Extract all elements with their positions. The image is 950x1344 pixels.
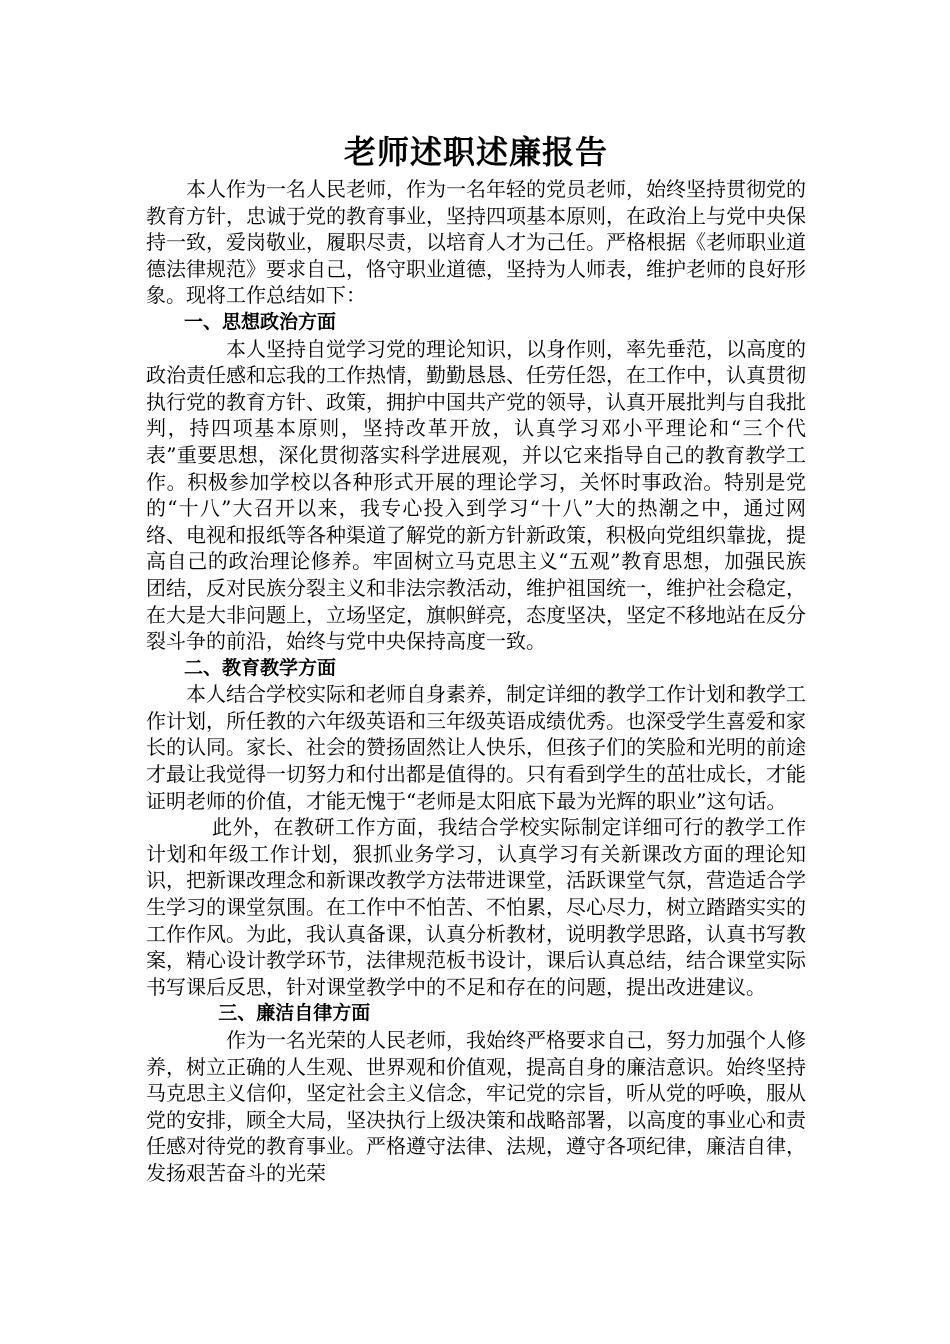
section-3-heading: 三、廉洁自律方面 <box>218 1002 371 1025</box>
document-page <box>146 128 806 1187</box>
intro-paragraph: 本人作为一名人民老师，作为一名年轻的党员老师，始终坚持贯彻党的教育方针，忠诚于党的教育事业，坚持四项基本原则，在政治上与党中央保持一致，爱岗敬业，履职尽责，以培育人才为己任。严格根据《老师职业道德法律规范》要求自己，恪守职业道德，坚持为人师表，维护老师的良好形象。现将工作总结如下： <box>146 177 806 308</box>
section-1-heading: 一、思想政治方面 <box>184 310 337 333</box>
document-title: 老师述职述廉报告 <box>343 133 608 171</box>
section-2-paragraph-1: 本人结合学校实际和老师自身素养，制定详细的教学工作计划和教学工作计划，所任教的六年级英语和三年级英语成绩优秀。也深受学生喜爱和家长的认同。家长、社会的赞扬固然让人快乐，但孩子们的笑脸和光明的前途才最让我觉得一切努力和付出都是值得的。只有看到学生的茁壮成长，才能证明老师的价值，才能无愧于“老师是太阳底下最为光辉的职业”这句话。 <box>146 682 806 813</box>
section-3-paragraph: 作为一名光荣的人民老师，我始终严格要求自己，努力加强个人修养，树立正确的人生观、世界观和价值观，提高自身的廉洁意识。始终坚持马克思主义信仰，坚定社会主义信念，牢记党的宗旨，听从党的呼唤，服从党的安排，顾全大局，坚决执行上级决策和战略部署，以高度的事业心和责任感对待党的教育事业。严格遵守法律、法规，遵守各项纪律，廉洁自律，发扬艰苦奋斗的光荣 <box>146 1028 806 1185</box>
section-2-heading: 二、教育教学方面 <box>184 656 337 679</box>
section-2-paragraph-2: 此外，在教研工作方面，我结合学校实际制定详细可行的教学工作计划和年级工作计划，狠抓业务学习，认真学习有关新课改方面的理论知识，把新课改理念和新课改教学方法带进课堂，活跃课堂气氛，营造适合学生学习的课堂氛围。在工作中不怕苦、不怕累，尽心尽力，树立踏踏实实的工作作风。为此，我认真备课，认真分析教材，说明教学思路，认真书写教案，精心设计教学环节，法律规范板书设计，课后认真总结，结合课堂实际书写课后反思，针对课堂教学中的不足和存在的问题，提出改进建议。 <box>146 815 806 999</box>
section-1-paragraph: 本人坚持自觉学习党的理论知识，以身作则，率先垂范，以高度的政治责任感和忘我的工作热情，勤勤恳恳、任劳任怨，在工作中，认真贯彻执行党的教育方针、政策，拥护中国共产党的领导，认真开展批判与自我批判，持四项基本原则，坚持改革开放，认真学习邓小平理论和“三个代表”重要思想，深化贯彻落实科学进展观，并以它来指导自己的教育教学工作。积极参加学校以各种形式开展的理论学习，关怀时事政治。特别是党的“十八”大召开以来，我专心投入到学习“十八”大的热潮之中，通过网络、电视和报纸等各种渠道了解党的新方针新政策，积极向党组织靠拢，提高自己的政治理论修养。牢固树立马克思主义“五观”教育思想，加强民族团结，反对民族分裂主义和非法宗教活动，维护祖国统一，维护社会稳定，在大是大非问题上，立场坚定，旗帜鲜亮，态度坚决，坚定不移地站在反分裂斗争的前沿，始终与党中央保持高度一致。 <box>146 336 806 654</box>
